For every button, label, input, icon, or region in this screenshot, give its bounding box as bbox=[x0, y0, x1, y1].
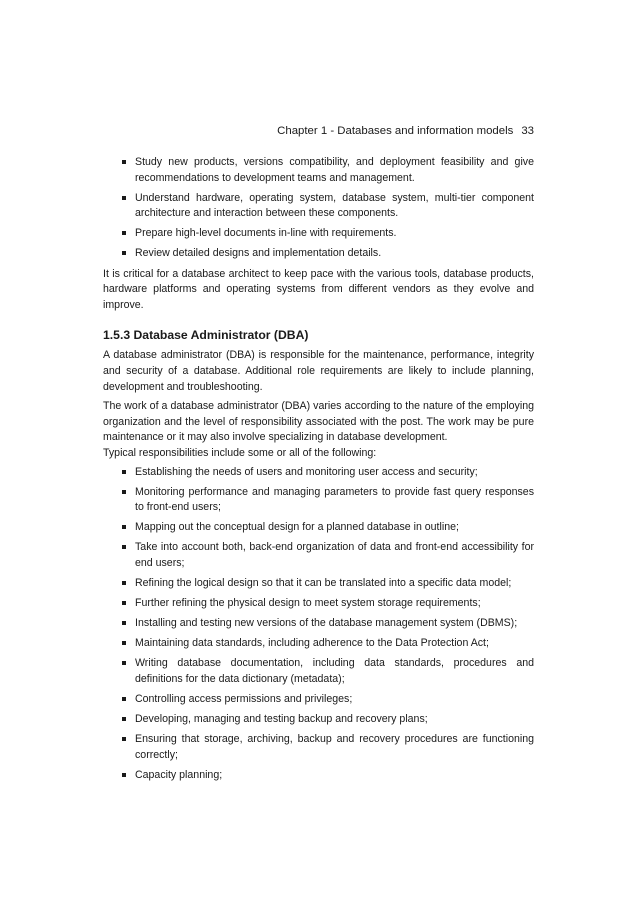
architect-paragraph: It is critical for a database architect to keep pace with the various tools, database products, hardware platforms and operating systems from different vendors as they evolve and improve. bbox=[103, 267, 534, 311]
list-item: Review detailed designs and implementation details. bbox=[103, 246, 534, 262]
bullet-icon bbox=[122, 470, 126, 474]
running-header bbox=[277, 124, 534, 138]
list-item: Prepare high-level documents in-line with requirements. bbox=[103, 226, 534, 242]
bullet-icon bbox=[122, 621, 126, 625]
bullet-icon bbox=[122, 231, 126, 235]
chapter-title: Chapter 1 - Databases and information models bbox=[277, 125, 514, 137]
dba-work-paragraph: The work of a database administrator (DBA) varies according to the nature of the employing organization and the level of responsibility associated with the post. The work may be pure maintenance or it may also involve specializing in database development. bbox=[103, 400, 534, 444]
list-item: Establishing the needs of users and monitoring user access and security; bbox=[103, 465, 534, 481]
bullet-icon bbox=[122, 773, 126, 777]
bullet-icon bbox=[122, 196, 126, 200]
list-item: Capacity planning; bbox=[103, 768, 534, 784]
bullet-icon bbox=[122, 251, 126, 255]
list-item: Study new products, versions compatibility, and deployment feasibility and give recommendations to development teams and management. bbox=[103, 155, 534, 186]
dba-responsibilities-intro: Typical responsibilities include some or all of the following: bbox=[103, 446, 377, 459]
list-item: Installing and testing new versions of the database management system (DBMS); bbox=[103, 616, 534, 632]
bullet-icon bbox=[122, 581, 126, 585]
bullet-icon bbox=[122, 661, 126, 665]
list-item: Monitoring performance and managing parameters to provide fast query responses to front-end users; bbox=[103, 485, 534, 516]
list-item: Maintaining data standards, including adherence to the Data Protection Act; bbox=[103, 636, 534, 652]
bullet-icon bbox=[122, 717, 126, 721]
dba-responsibilities-list bbox=[103, 465, 534, 784]
list-item: Further refining the physical design to meet system storage requirements; bbox=[103, 596, 534, 612]
list-item: Writing database documentation, including data standards, procedures and definitions for the data dictionary (metadata); bbox=[103, 656, 534, 687]
bullet-icon bbox=[122, 160, 126, 164]
bullet-icon bbox=[122, 697, 126, 701]
list-item: Mapping out the conceptual design for a planned database in outline; bbox=[103, 520, 534, 536]
list-item: Developing, managing and testing backup and recovery plans; bbox=[103, 712, 534, 728]
architect-duties-list bbox=[103, 155, 534, 262]
page-number: 33 bbox=[521, 125, 534, 137]
bullet-icon bbox=[122, 601, 126, 605]
list-item: Controlling access permissions and privileges; bbox=[103, 692, 534, 708]
bullet-icon bbox=[122, 545, 126, 549]
list-item: Understand hardware, operating system, database system, multi-tier component architecture and interaction between these components. bbox=[103, 191, 534, 222]
dba-intro-paragraph: A database administrator (DBA) is responsible for the maintenance, performance, integrity and security of a database. Additional role requirements are likely to include planning, development and troubleshooting. bbox=[103, 349, 534, 393]
list-item: Take into account both, back-end organization of data and front-end accessibility for end users; bbox=[103, 540, 534, 571]
list-item: Ensuring that storage, archiving, backup and recovery procedures are functioning correctly; bbox=[103, 732, 534, 763]
section-heading: 1.5.3 Database Administrator (DBA) bbox=[103, 328, 309, 343]
page-body bbox=[103, 155, 534, 788]
bullet-icon bbox=[122, 737, 126, 741]
bullet-icon bbox=[122, 490, 126, 494]
list-item: Refining the logical design so that it can be translated into a specific data model; bbox=[103, 576, 534, 592]
bullet-icon bbox=[122, 525, 126, 529]
bullet-icon bbox=[122, 641, 126, 645]
